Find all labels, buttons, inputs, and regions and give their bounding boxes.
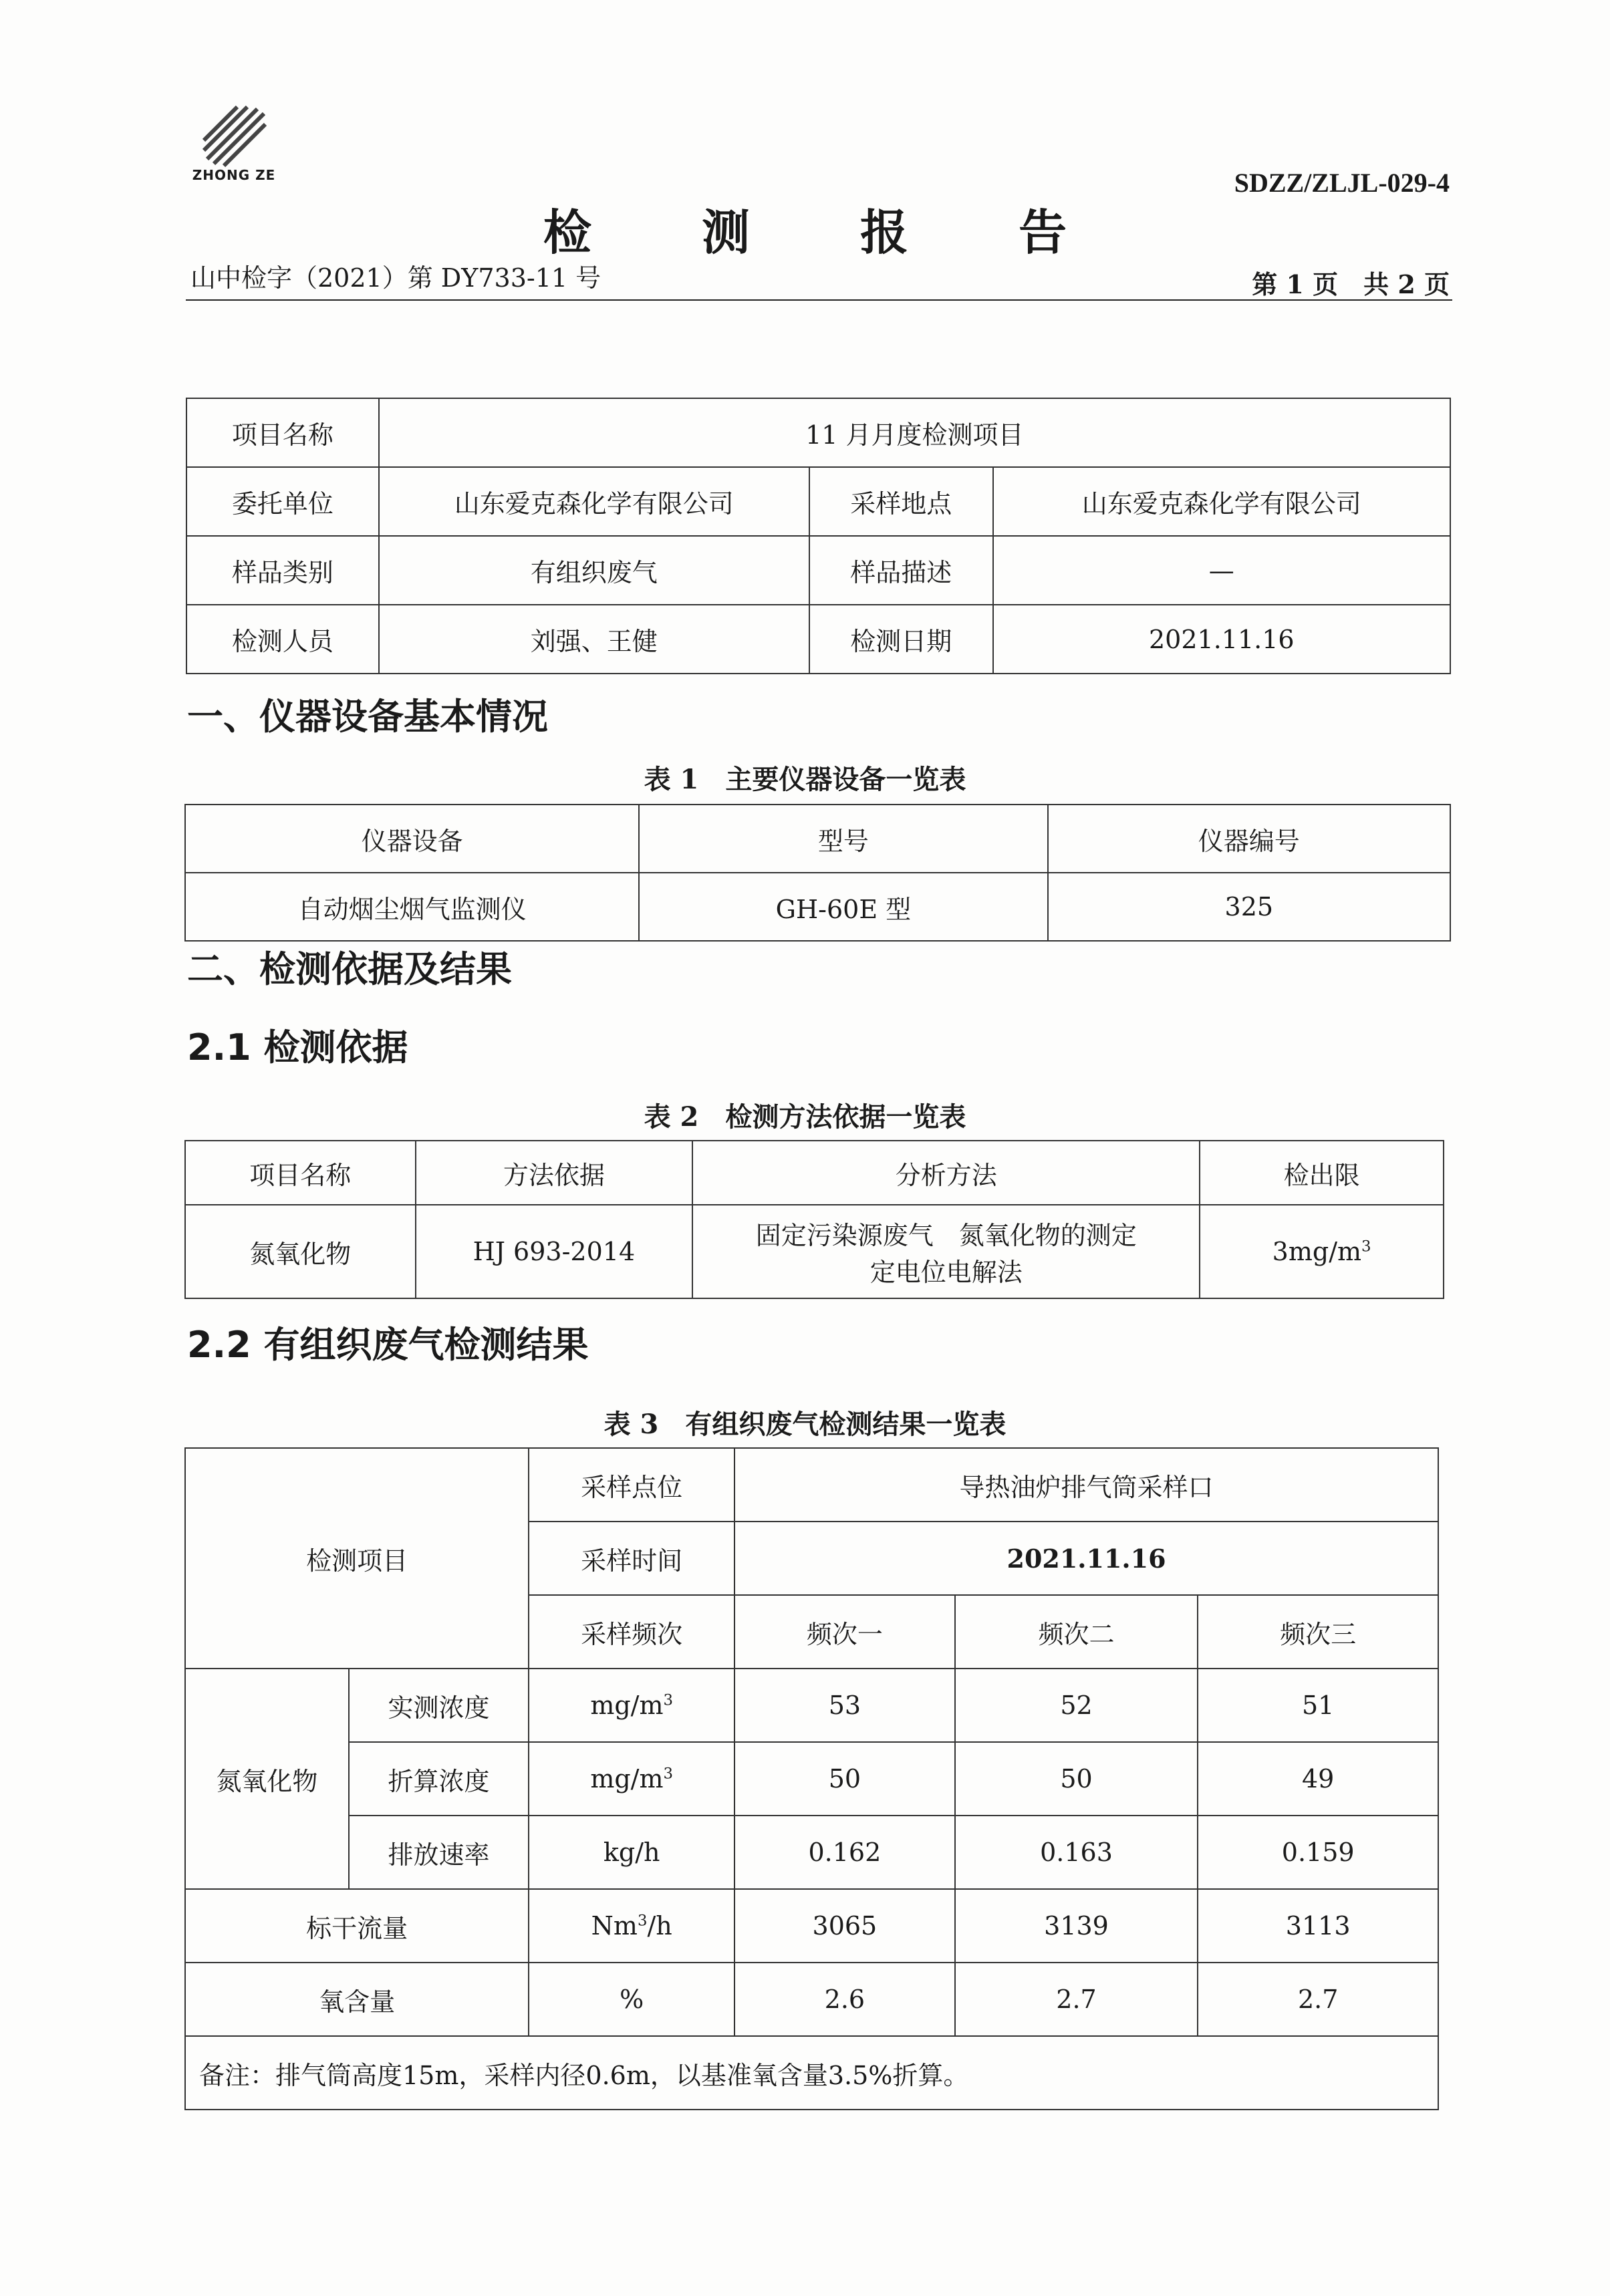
column-header: 仪器编号 [1048,805,1450,873]
unit-text: Nm [591,1911,638,1941]
equipment-number: 325 [1048,873,1450,941]
frequency-1: 频次一 [734,1595,955,1669]
value-cell: 53 [734,1669,955,1742]
sample-description-value: — [993,536,1450,605]
equipment-name: 自动烟尘烟气监测仪 [185,873,639,941]
unit-sup: 3 [663,1691,674,1709]
flow-label: 标干流量 [185,1889,529,1963]
value-cell: 50 [955,1742,1198,1816]
sample-category-label: 样品类别 [186,536,379,605]
value-cell: 2.7 [955,1963,1198,2036]
frequency-3: 频次三 [1198,1595,1438,1669]
table-row [185,873,1450,941]
table-row [186,605,1450,674]
analysis-method-line1: 固定污染源废气 氮氧化物的测定 [755,1221,1137,1250]
test-item-header: 检测项目 [185,1448,529,1669]
equipment-table [184,804,1451,942]
test-date-label: 检测日期 [809,605,993,674]
unit-text: mg/m [590,1691,664,1720]
sampling-time-label: 采样时间 [529,1522,734,1595]
parameter-unit: kg/h [529,1816,734,1889]
column-header: 方法依据 [416,1141,693,1205]
sampling-point-label: 采样点位 [529,1448,734,1522]
section-heading-equipment: 一、仪器设备基本情况 [187,696,548,738]
column-header: 仪器设备 [185,805,639,873]
parameter-unit [529,1669,734,1742]
pollutant-group: 氮氧化物 [185,1669,349,1889]
oxygen-label: 氧含量 [185,1963,529,2036]
table-row [186,467,1450,536]
sampling-site-value: 山东爱克森化学有限公司 [993,467,1450,536]
test-item: 氮氧化物 [185,1205,416,1298]
frequency-2: 频次二 [955,1595,1198,1669]
value-cell: 0.159 [1198,1816,1438,1889]
value-cell: 2.7 [1198,1963,1438,2036]
parameter-name: 排放速率 [349,1816,529,1889]
value-cell: 52 [955,1669,1198,1742]
table3-caption: 表 3 有组织废气检测结果一览表 [603,1409,1007,1440]
subsection-heading-basis: 2.1 检测依据 [187,1026,408,1068]
project-info-table [186,398,1451,674]
table-row [185,2036,1438,2110]
flow-unit [529,1889,734,1963]
table-row [185,1205,1444,1298]
analysis-method [692,1205,1200,1298]
table1-caption: 表 1 主要仪器设备一览表 [644,764,966,795]
table-header-row [185,805,1450,873]
test-date-value: 2021.11.16 [993,605,1450,674]
value-cell: 2.6 [734,1963,955,2036]
inspector-label: 检测人员 [186,605,379,674]
equipment-model: GH-60E 型 [639,873,1047,941]
detection-limit-value: 3mg/m [1272,1237,1362,1266]
project-name-value: 11 月月度检测项目 [379,398,1450,467]
table-row [185,1742,1438,1816]
detection-limit [1200,1205,1444,1298]
column-header: 型号 [639,805,1047,873]
logo-text: ZHONG ZE [192,167,276,183]
unit-text: /h [647,1911,672,1941]
sampling-site-label: 采样地点 [809,467,993,536]
header-divider [186,299,1452,301]
column-header: 分析方法 [692,1141,1200,1205]
inspector-value: 刘强、王健 [379,605,809,674]
value-cell: 0.163 [955,1816,1198,1889]
method-basis-table [184,1140,1444,1299]
table-row [185,1816,1438,1889]
section-heading-basis-results: 二、检测依据及结果 [187,948,512,990]
value-cell: 51 [1198,1669,1438,1742]
unit-sup: 3 [637,1912,648,1930]
frequency-label: 采样频次 [529,1595,734,1669]
table-row [185,1448,1438,1522]
table-row [185,1889,1438,1963]
sampling-time-value: 2021.11.16 [734,1522,1438,1595]
value-cell: 3113 [1198,1889,1438,1963]
table-header-row [185,1141,1444,1205]
oxygen-unit: % [529,1963,734,2036]
column-header: 检出限 [1200,1141,1444,1205]
table-row [186,398,1450,467]
page-title: 检 测 报 告 [543,204,1114,261]
table2-caption: 表 2 检测方法依据一览表 [644,1101,966,1133]
results-table [184,1447,1439,2110]
sample-description-label: 样品描述 [809,536,993,605]
value-cell: 3065 [734,1889,955,1963]
value-cell: 3139 [955,1889,1198,1963]
column-header: 项目名称 [185,1141,416,1205]
detection-limit-sup: 3 [1361,1238,1371,1256]
document-code: SDZZ/ZLJL-029-4 [1234,168,1450,198]
client-value: 山东爱克森化学有限公司 [379,467,809,536]
project-name-label: 项目名称 [186,398,379,467]
parameter-name: 实测浓度 [349,1669,529,1742]
client-label: 委托单位 [186,467,379,536]
parameter-name: 折算浓度 [349,1742,529,1816]
remarks: 备注：排气筒高度15m，采样内径0.6m，以基准氧含量3.5%折算。 [185,2036,1438,2110]
sampling-point-value: 导热油炉排气筒采样口 [734,1448,1438,1522]
table-row [186,536,1450,605]
table-row [185,1669,1438,1742]
report-number: 山中检字（2021）第 DY733-11 号 [190,263,601,293]
subsection-heading-results: 2.2 有组织废气检测结果 [187,1324,589,1366]
unit-sup: 3 [663,1765,674,1783]
page-indicator: 第 1 页 共 2 页 [1252,269,1450,299]
value-cell: 49 [1198,1742,1438,1816]
analysis-method-line2: 定电位电解法 [869,1258,1023,1287]
parameter-unit [529,1742,734,1816]
sample-category-value: 有组织废气 [379,536,809,605]
table-row [185,1963,1438,2036]
method-standard: HJ 693-2014 [416,1205,693,1298]
unit-text: mg/m [590,1764,664,1793]
value-cell: 0.162 [734,1816,955,1889]
value-cell: 50 [734,1742,955,1816]
